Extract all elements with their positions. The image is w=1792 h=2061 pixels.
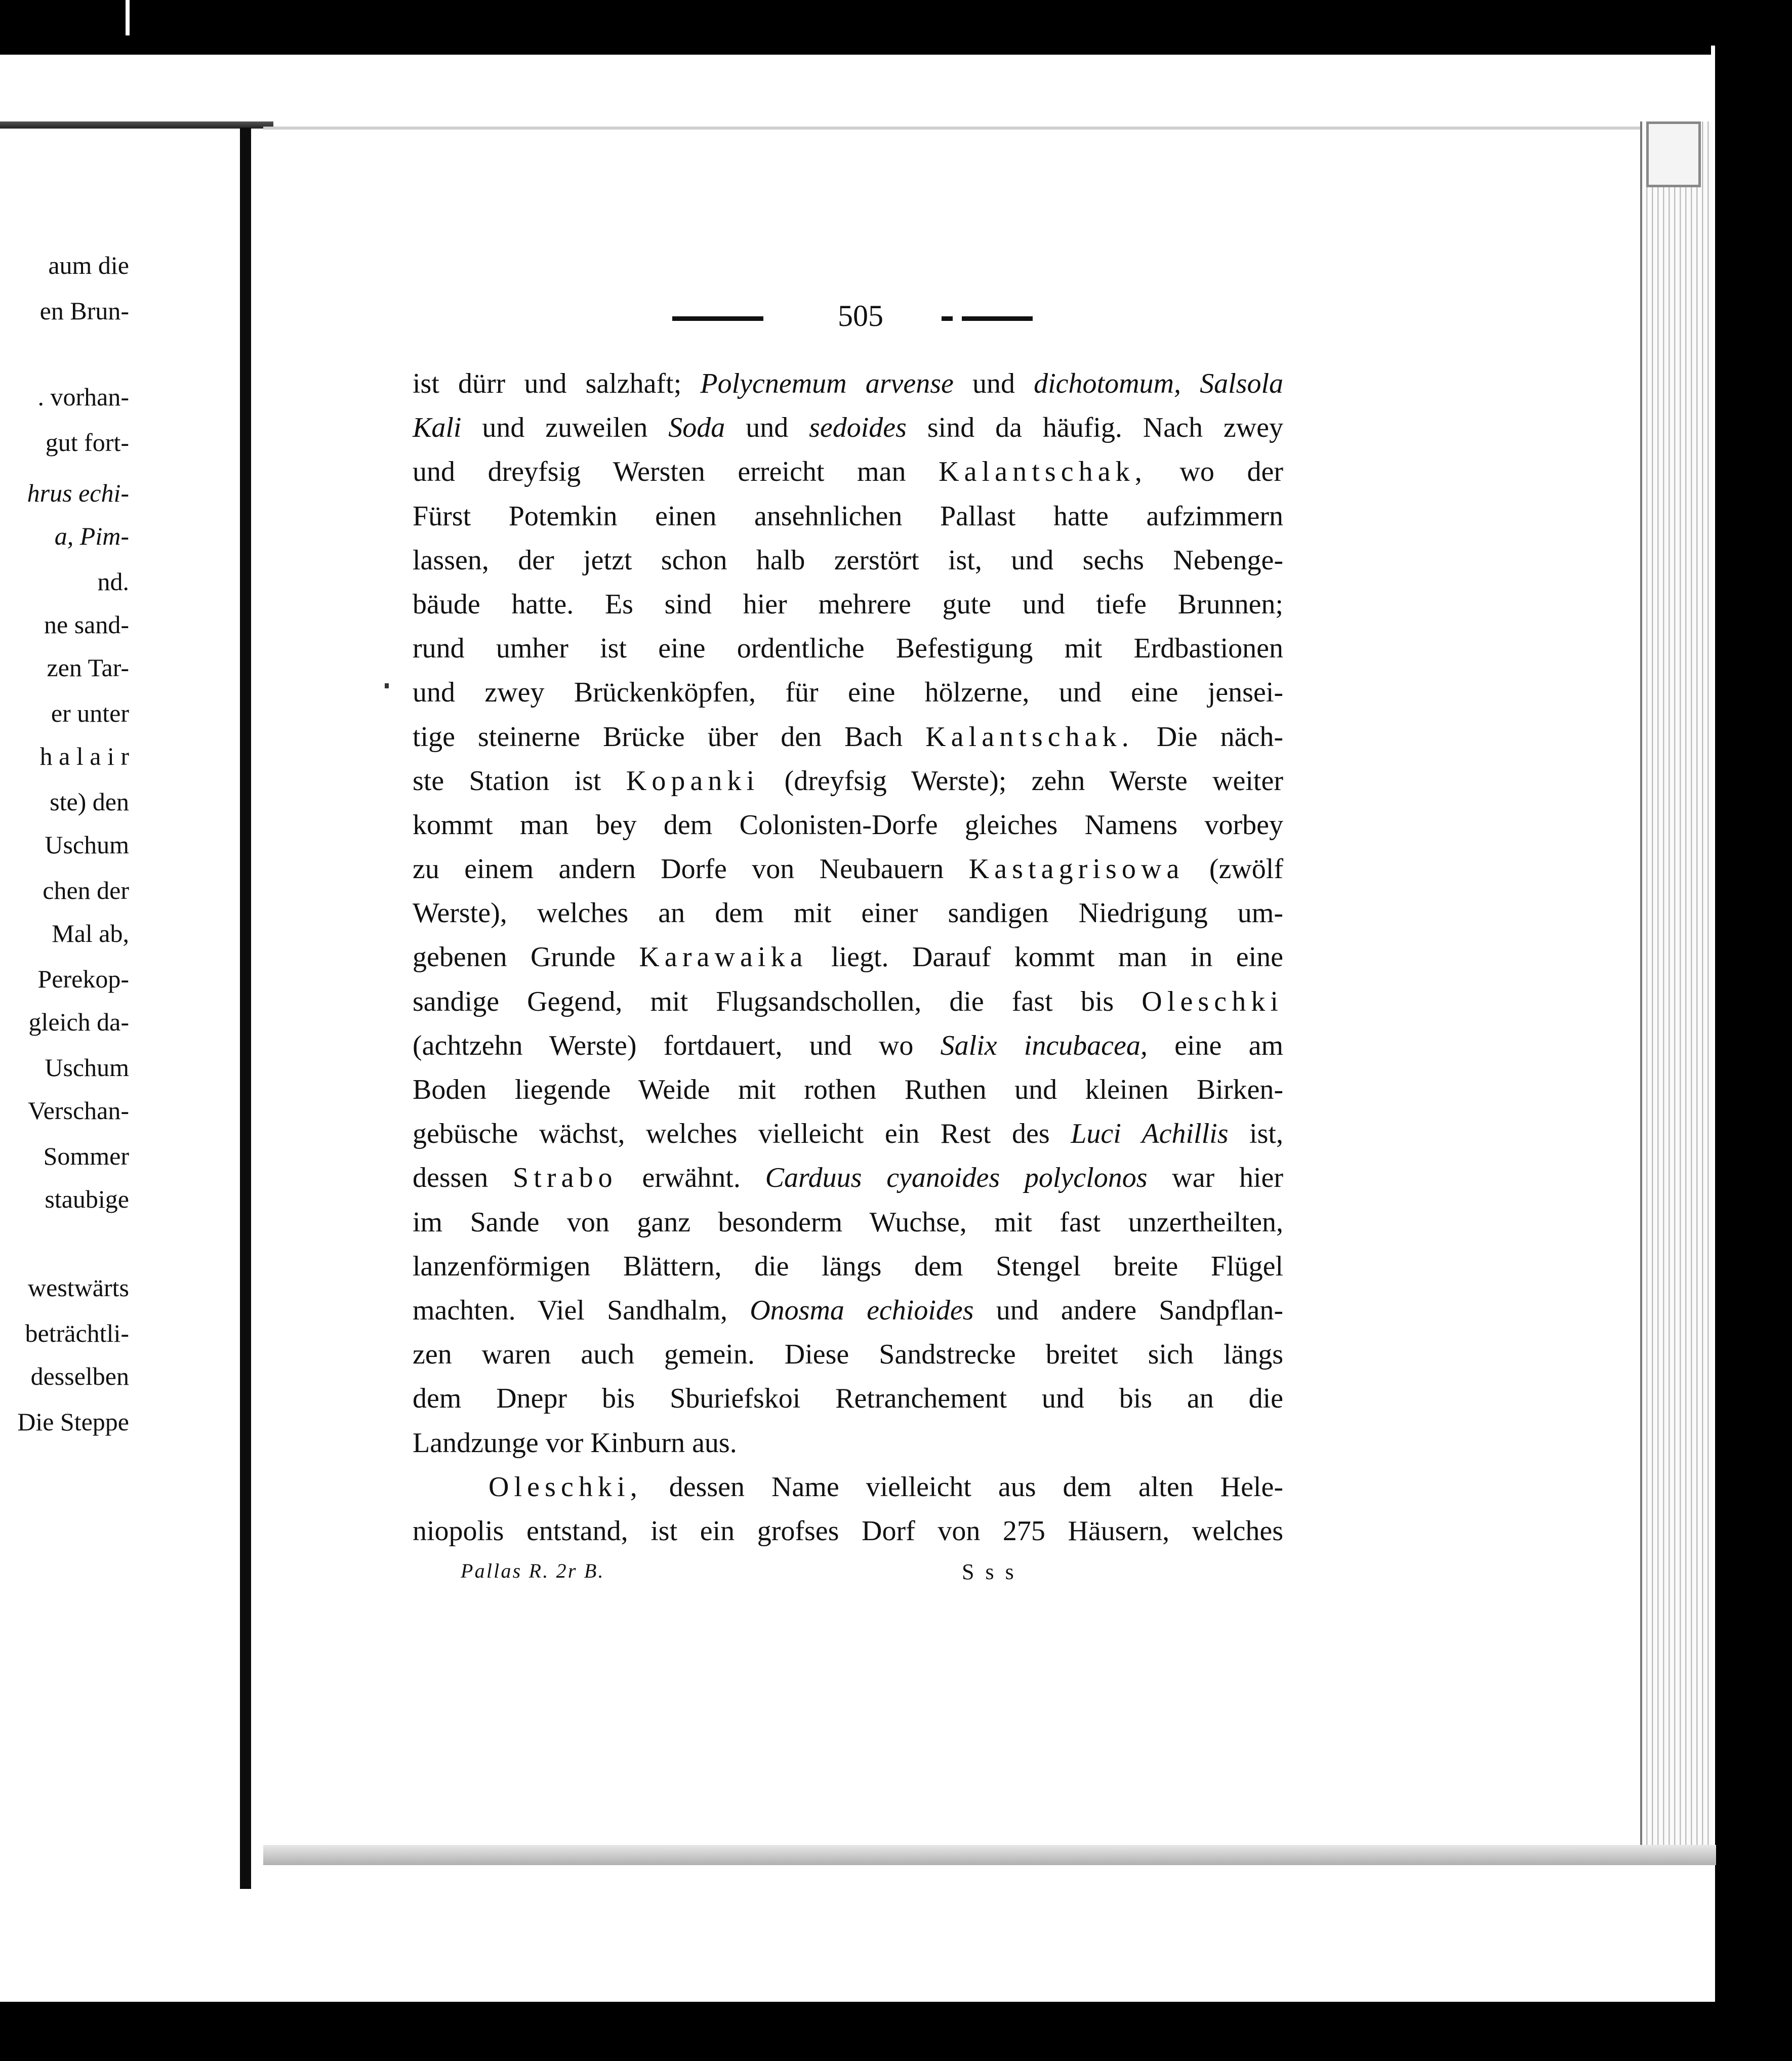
- left-page-line: staubige: [45, 1185, 129, 1213]
- left-page-line: ne sand-: [44, 610, 129, 639]
- left-page-line: chen der: [43, 876, 129, 904]
- left-page-line: aum die: [48, 251, 129, 279]
- left-page-line: Uschum: [45, 1053, 129, 1082]
- left-page-line: desselben: [30, 1362, 129, 1390]
- ink-speck: [385, 683, 389, 688]
- left-page-line: en Brun-: [39, 297, 129, 325]
- text-line: dem Dnepr bis Sburiefskoi Retranchement und bis an die: [413, 1383, 1283, 1415]
- text-line: bäude hatte. Es sind hier mehrere gute und tiefe Brunnen;: [413, 588, 1283, 620]
- left-page-line: Die Steppe: [17, 1408, 129, 1436]
- text-line: gebenen Grunde Karawaika liegt. Darauf kommt man in eine: [413, 941, 1283, 973]
- text-line: lassen, der jetzt schon halb zerstört ist, und sechs Nebenge-: [413, 544, 1283, 576]
- left-page-line: hrus echi-: [27, 479, 129, 507]
- left-page-line: Uschum: [45, 831, 129, 859]
- text-line: niopolis entstand, ist ein grofses Dorf von 275 Häusern, welches: [413, 1515, 1283, 1547]
- header-rule-right: [962, 316, 1033, 321]
- text-line: Boden liegende Weide mit rothen Ruthen und kleinen Birken-: [413, 1074, 1283, 1105]
- text-line: Landzunge vor Kinburn aus.: [413, 1427, 737, 1459]
- page-edge-tab: [1646, 121, 1701, 187]
- running-header: [668, 299, 1033, 339]
- scan-border-top: [0, 0, 1792, 46]
- left-page-line: ste) den: [50, 788, 129, 816]
- left-page-line: h a l a i r: [39, 742, 129, 770]
- text-line: tige steinerne Brücke über den Bach Kalantschak. Die näch-: [413, 721, 1283, 753]
- text-line: gebüsche wächst, welches vielleicht ein Rest des Luci Achillis ist,: [413, 1118, 1283, 1150]
- text-line: rund umher ist eine ordentliche Befestigung mit Erdbastionen: [413, 633, 1283, 665]
- left-page-line: gleich da-: [28, 1008, 129, 1036]
- signature-line: [461, 1559, 1068, 1589]
- left-page-line: gut fort-: [45, 428, 129, 457]
- left-page-line: . vorhan-: [37, 383, 129, 411]
- text-line: machten. Viel Sandhalm, Onosma echioides und andere Sandpflan-: [413, 1294, 1283, 1326]
- scan-border-right: [1715, 0, 1792, 2061]
- left-page-line: Verschan-: [28, 1096, 129, 1125]
- scan-border-top-inner: [0, 46, 1711, 55]
- text-line: Fürst Potemkin einen ansehnlichen Pallast hatte aufzimmern: [413, 500, 1283, 532]
- left-page-top-edge: [0, 121, 273, 129]
- left-page-line: er unter: [51, 699, 129, 727]
- binding-gutter: [240, 128, 251, 1889]
- text-line: im Sande von ganz besonderm Wuchse, mit fast unzertheilten,: [413, 1206, 1283, 1238]
- text-line: dessen Strabo erwähnt. Carduus cyanoides polyclonos war hier: [413, 1162, 1284, 1194]
- text-line: lanzenförmigen Blättern, die längs dem Stengel breite Flügel: [413, 1250, 1283, 1282]
- left-page-line: zen Tar-: [47, 653, 129, 682]
- text-line: sandige Gegend, mit Flugsandschollen, die fast bis Oleschki: [413, 985, 1283, 1017]
- left-page-line: nd.: [97, 567, 129, 596]
- left-page-fragment: [0, 129, 238, 1901]
- left-page-line: westwärts: [28, 1273, 129, 1302]
- left-page-line: Perekop-: [37, 965, 129, 993]
- left-page-line: Mal ab,: [52, 919, 129, 947]
- text-line: Werste), welches an dem mit einer sandigen Niedrigung um-: [413, 897, 1283, 929]
- page-bottom-edge: [263, 1845, 1716, 1865]
- text-line: (achtzehn Werste) fortdauert, und wo Salix incubacea, eine am: [413, 1029, 1283, 1061]
- text-line: und dreyfsig Wersten erreicht man Kalantschak, wo der: [413, 456, 1283, 488]
- scan-border-bottom: [0, 2019, 1792, 2061]
- page-edges-stack: [1640, 121, 1713, 1858]
- text-line: kommt man bey dem Colonisten-Dorfe gleiches Namens vorbey: [413, 809, 1283, 841]
- page-body: [413, 362, 1283, 1553]
- page-number: 505: [838, 299, 883, 333]
- right-page-top-edge: [263, 127, 1640, 130]
- paragraph-start-line: Oleschki, dessen Name vielleicht aus dem alten Hele-: [488, 1471, 1283, 1503]
- running-footer-title: Pallas R. 2r B.: [461, 1559, 605, 1582]
- text-line: ist dürr und salzhaft; Polycnemum arvense und dichotomum, Salsola: [413, 368, 1284, 399]
- text-line: zu einem andern Dorfe von Neubauern Kastagrisowa (zwölf: [413, 853, 1284, 885]
- text-line: Kali und zuweilen Soda und sedoides sind da häufig. Nach zwey: [413, 412, 1284, 444]
- left-page-line: Sommer: [43, 1142, 129, 1170]
- text-line: und zwey Brückenköpfen, für eine hölzerne, und eine jensei-: [413, 677, 1283, 709]
- header-rule-right-short: [942, 316, 953, 321]
- text-line: ste Station ist Kopanki (dreyfsig Werste); zehn Werste weiter: [413, 765, 1283, 797]
- signature-mark: Sss: [962, 1559, 1025, 1584]
- header-rule-left: [672, 316, 763, 321]
- scan-tick-mark: [126, 0, 130, 35]
- left-page-line: beträchtli-: [25, 1319, 129, 1347]
- text-line: zen waren auch gemein. Diese Sandstrecke breitet sich längs: [413, 1339, 1283, 1371]
- left-page-line: a, Pim-: [54, 522, 129, 550]
- scan-border-bottom-inner: [0, 2002, 1721, 2022]
